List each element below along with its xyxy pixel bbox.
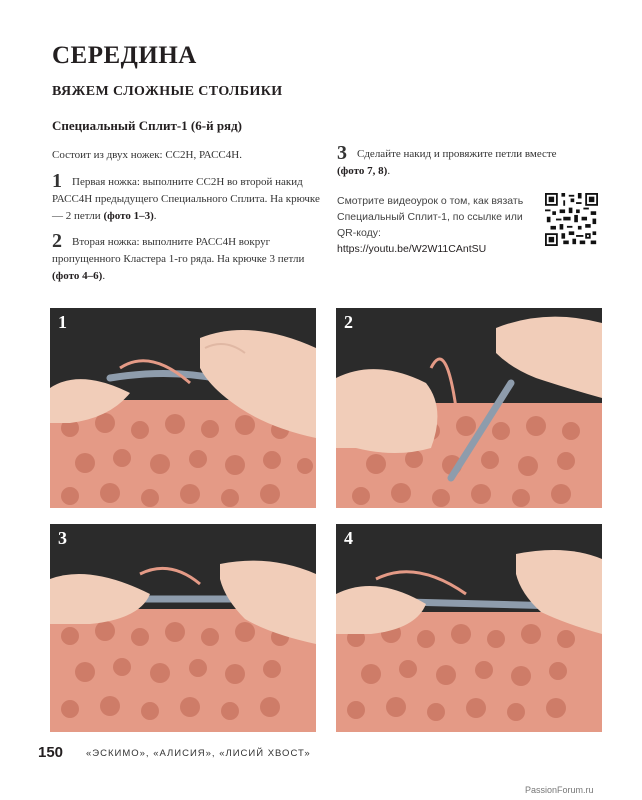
photo-label: 4: [344, 528, 353, 548]
photo-label: 2: [344, 312, 353, 332]
step-text: Вторая ножка: выполните РАСС4Н вокруг пропущенного Кластера 1-го ряда. На крючке 3 петли: [52, 236, 305, 265]
video-link[interactable]: https://youtu.be/W2W11CAntSU: [337, 243, 487, 255]
step-number: 2: [52, 230, 62, 252]
photo-3: [50, 524, 316, 732]
photo-ref: (фото 7, 8): [337, 165, 388, 177]
photo-4: [336, 524, 602, 732]
photo-label: 1: [58, 312, 67, 332]
step-tail: .: [102, 270, 106, 282]
video-note: [337, 193, 537, 257]
book-title: «ЭСКИМО», «АЛИСИЯ», «ЛИСИЙ ХВОСТ»: [86, 748, 311, 759]
qr-code-icon[interactable]: [545, 193, 598, 246]
step-2: [52, 230, 322, 285]
page-subtitle: ВЯЖЕМ СЛОЖНЫЕ СТОЛБИКИ: [52, 84, 283, 99]
section-heading: Специальный Сплит-1 (6-й ряд): [52, 118, 242, 133]
photo-ref: (фото 4–6): [52, 270, 103, 282]
watermark: PassionForum.ru: [525, 785, 594, 795]
intro-text: Состоит из двух ножек: СС2Н, РАСС4Н.: [52, 149, 242, 161]
step-text: Первая ножка: выполните СС2Н во второй накид РАСС4Н предыдущего Специального Сплита. На крючке — 2 петли: [52, 176, 320, 222]
step-1: [52, 170, 322, 225]
step-tail: .: [387, 165, 391, 177]
step-tail: .: [153, 210, 157, 222]
step-text: Сделайте накид и провяжите петли вместе: [357, 148, 557, 160]
photo-label: 3: [58, 528, 67, 548]
photo-2: [336, 308, 602, 508]
step-number: 1: [52, 170, 62, 192]
page-number: 150: [38, 744, 64, 761]
page-title: СЕРЕДИНА: [52, 42, 197, 69]
step-number: 3: [337, 142, 347, 164]
video-text: Смотрите видеоурок о том, как вязать Специальный Сплит-1, по ссылке или QR-коду:: [337, 195, 524, 239]
photo-ref: (фото 1–3): [103, 210, 154, 222]
step-3: [337, 142, 582, 180]
photo-1: [50, 308, 316, 508]
